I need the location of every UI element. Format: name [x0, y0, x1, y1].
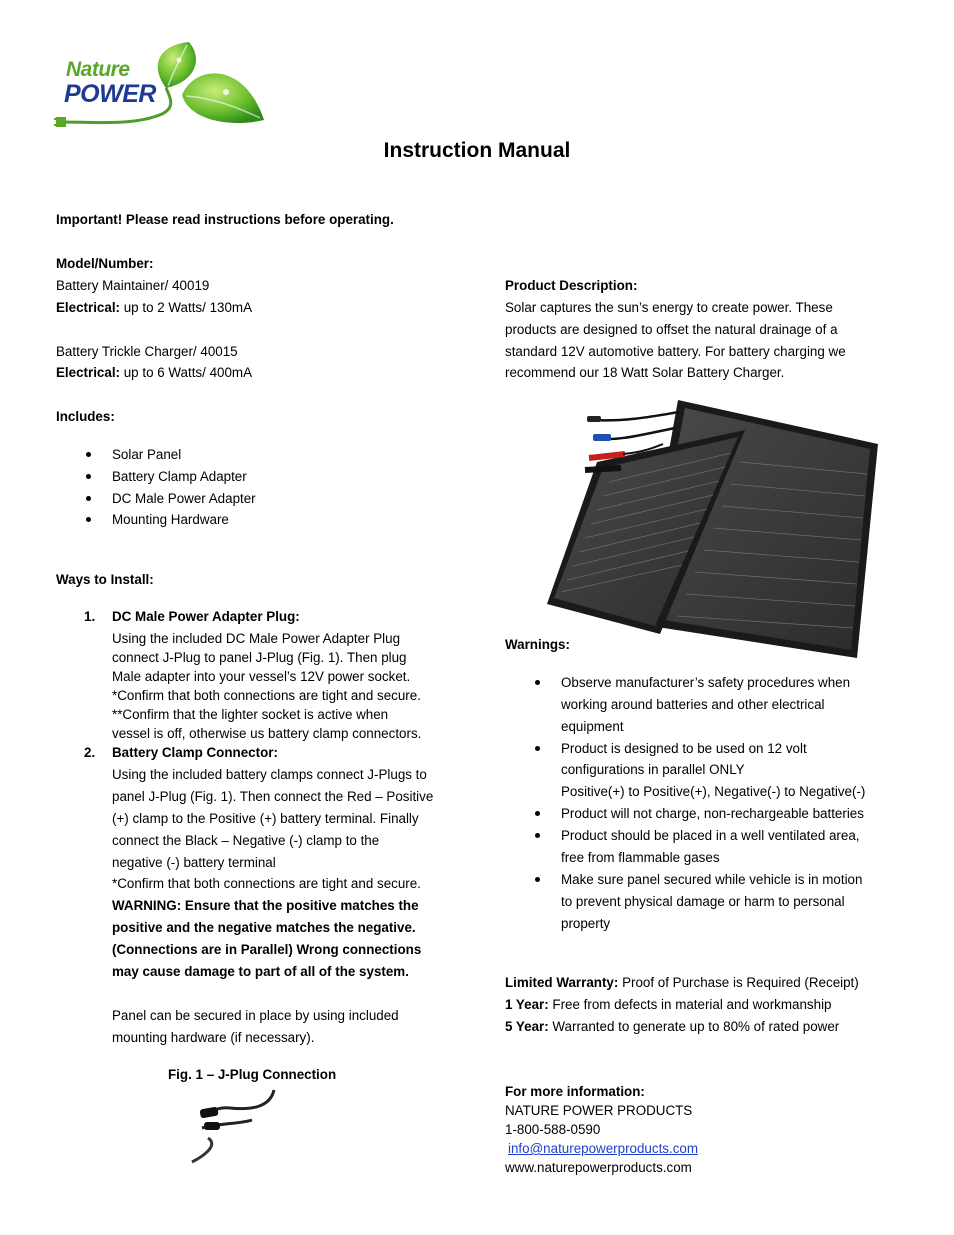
- step-2-title: Battery Clamp Connector:: [112, 745, 278, 760]
- contact-phone: 1-800-588-0590: [505, 1122, 601, 1137]
- warning-item-line: configurations in parallel ONLY: [561, 762, 745, 777]
- includes-item: Battery Clamp Adapter: [112, 469, 247, 484]
- step-1-line: Using the included DC Male Power Adapter Plug: [112, 631, 401, 646]
- warranty-1-year-label: 1 Year:: [505, 997, 549, 1012]
- model-heading: Model/Number:: [56, 256, 154, 271]
- step-number: 1.: [84, 609, 96, 624]
- electrical-line-2: [56, 364, 252, 382]
- warning-item-line: Product should be placed in a well ventilated area,: [561, 828, 860, 843]
- mounting-line: mounting hardware (if necessary).: [112, 1030, 315, 1045]
- bullet-icon: [535, 746, 540, 751]
- warranty-line: [505, 974, 859, 992]
- includes-item: DC Male Power Adapter: [112, 491, 256, 506]
- warning-line: may cause damage to part of all of the system.: [112, 964, 409, 979]
- warning-item-line: equipment: [561, 719, 624, 734]
- bullet-icon: [86, 517, 91, 522]
- warning-item-line: Positive(+) to Positive(+), Negative(-) to Negative(-): [561, 784, 866, 799]
- model-item-1: Battery Maintainer/ 40019: [56, 278, 210, 293]
- solar-panel-image: [545, 392, 890, 660]
- electrical-label: Electrical:: [56, 300, 121, 315]
- install-heading: Ways to Install:: [56, 572, 154, 587]
- warning-item-line: Product is designed to be used on 12 volt: [561, 741, 807, 756]
- description-line: recommend our 18 Watt Solar Battery Charger.: [505, 365, 785, 380]
- description-heading: Product Description:: [505, 278, 638, 293]
- description-line: products are designed to offset the natural drainage of a: [505, 322, 838, 337]
- includes-item: Solar Panel: [112, 447, 182, 462]
- step-1-line: **Confirm that the lighter socket is active when: [112, 707, 389, 722]
- step-2-line: (+) clamp to the Positive (+) battery terminal. Finally: [112, 811, 419, 826]
- step-2-line: connect the Black – Negative (-) clamp to the: [112, 833, 380, 848]
- warning-item-line: Product will not charge, non-rechargeable batteries: [561, 806, 864, 821]
- nature-power-logo: [54, 40, 268, 130]
- contact-email-link[interactable]: info@naturepowerproducts.com: [508, 1141, 698, 1156]
- page-title: Instruction Manual: [383, 139, 571, 162]
- bullet-icon: [535, 680, 540, 685]
- logo-word-power: POWER: [64, 80, 156, 108]
- warranty-1-year: [505, 996, 832, 1014]
- warning-item-line: Observe manufacturer’s safety procedures when: [561, 675, 851, 690]
- warranty-5-year-label: 5 Year:: [505, 1019, 549, 1034]
- step-1-title: DC Male Power Adapter Plug:: [112, 609, 300, 624]
- logo-word-nature: Nature: [66, 58, 130, 81]
- warranty-5-year-text: Warranted to generate up to 80% of rated power: [548, 1019, 840, 1034]
- contact-company: NATURE POWER PRODUCTS: [505, 1103, 693, 1118]
- bullet-icon: [86, 474, 91, 479]
- includes-item: Mounting Hardware: [112, 512, 229, 527]
- warnings-heading: Warnings:: [505, 637, 570, 652]
- warning-item-line: free from flammable gases: [561, 850, 720, 865]
- contact-heading: For more information:: [505, 1084, 645, 1099]
- electrical-label: Electrical:: [56, 365, 121, 380]
- step-2-line: Using the included battery clamps connect J-Plugs to: [112, 767, 427, 782]
- bullet-icon: [535, 877, 540, 882]
- electrical-value: up to 6 Watts/ 400mA: [120, 365, 252, 380]
- step-2-line: *Confirm that both connections are tight and secure.: [112, 876, 421, 891]
- warning-item-line: working around batteries and other electrical: [561, 697, 825, 712]
- warning-item-line: property: [561, 916, 611, 931]
- step-2-line: panel J-Plug (Fig. 1). Then connect the Red – Positive: [112, 789, 434, 804]
- warranty-label: Limited Warranty:: [505, 975, 619, 990]
- electrical-value: up to 2 Watts/ 130mA: [120, 300, 252, 315]
- solar-panel-icon: [545, 392, 890, 660]
- bullet-icon: [535, 811, 540, 816]
- step-1-line: vessel is off, otherwise us battery clamp connectors.: [112, 726, 422, 741]
- contact-email-line: [508, 1140, 698, 1158]
- warning-line: (Connections are in Parallel) Wrong connections: [112, 942, 422, 957]
- warranty-5-year: [505, 1018, 839, 1036]
- j-plug-figure: [190, 1088, 280, 1168]
- warning-line: WARNING: Ensure that the positive matches the: [112, 898, 419, 913]
- warning-item-line: Make sure panel secured while vehicle is in motion: [561, 872, 863, 887]
- description-line: standard 12V automotive battery. For battery charging we: [505, 344, 846, 359]
- figure-caption: Fig. 1 – J-Plug Connection: [168, 1067, 337, 1082]
- step-1-line: connect J-Plug to panel J-Plug (Fig. 1). Then plug: [112, 650, 407, 665]
- bullet-icon: [86, 496, 91, 501]
- bullet-icon: [535, 833, 540, 838]
- description-line: Solar captures the sun’s energy to create power. These: [505, 300, 833, 315]
- contact-website: www.naturepowerproducts.com: [505, 1160, 692, 1175]
- model-item-2: Battery Trickle Charger/ 40015: [56, 344, 238, 359]
- includes-heading: Includes:: [56, 409, 115, 424]
- warning-line: positive and the negative matches the negative.: [112, 920, 416, 935]
- electrical-line-1: [56, 299, 252, 317]
- j-plug-cable-icon: [190, 1088, 280, 1168]
- step-1-line: *Confirm that both connections are tight and secure.: [112, 688, 421, 703]
- step-number: 2.: [84, 745, 96, 760]
- warranty-1-year-text: Free from defects in material and workmanship: [548, 997, 832, 1012]
- warranty-text: Proof of Purchase is Required (Receipt): [618, 975, 859, 990]
- mounting-line: Panel can be secured in place by using included: [112, 1008, 399, 1023]
- warning-item-line: to prevent physical damage or harm to personal: [561, 894, 845, 909]
- bullet-icon: [86, 452, 91, 457]
- step-2-line: negative (-) battery terminal: [112, 855, 276, 870]
- important-notice: Important! Please read instructions before operating.: [56, 212, 394, 227]
- step-1-line: Male adapter into your vessel’s 12V power socket.: [112, 669, 411, 684]
